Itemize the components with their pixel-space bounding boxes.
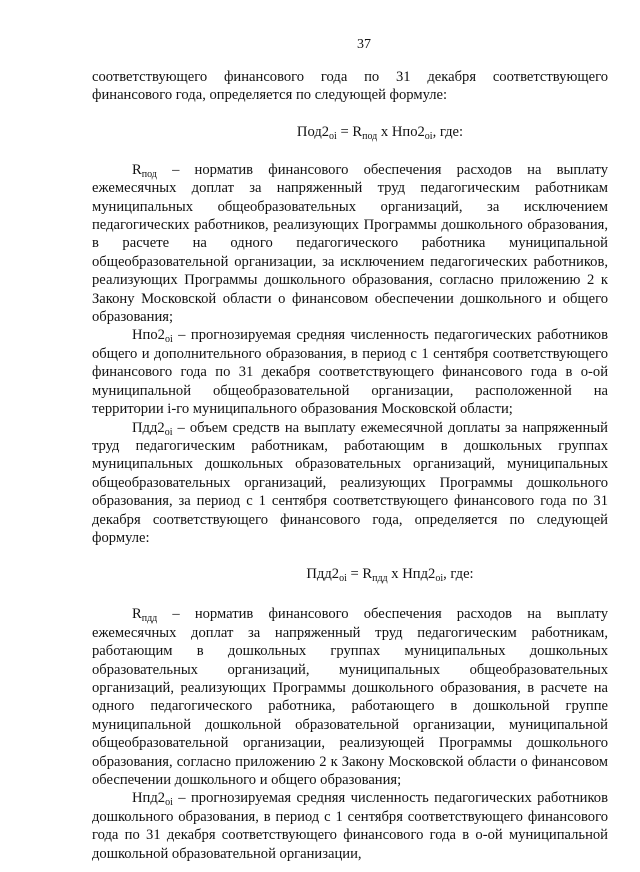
term-definition: – норматив финансового обеспечения расходов на выплату ежемесячных доплат за напряженный труд педагогическим работникам муниципальных общеобразовательных организаций, за исключением педагогических работников, реализующих Программы дошкольного образования, в расчете на одного педагогического работника муниципальной общеобразовательной организации, за исключением педагогических работников, реализующих Программы дошкольного образования, согласно приложению 2 к Закону Московской области о финансовом обеспечении дошкольного и общего образования; [92,161,608,326]
term-symbol: R [132,161,142,178]
formula-pod2 [152,123,608,141]
formula-r-sub: под [362,130,378,142]
formula-mid: x Нпд2 [387,566,436,583]
paragraph-pdd2 [92,419,608,548]
formula-tail: , где: [432,123,464,140]
formula-lhs: Пдд2 [306,566,340,583]
term-definition: – прогнозируемая средняя численность педагогических работников дошкольного образования, в период с 1 сентября соответствующего финансового года по 31 декабря соответствующего финансового года в о-ой муниципальной дошкольной образовательной организации, [92,790,608,862]
paragraph-r-pdd [92,605,608,789]
page-number: 37 [357,37,371,52]
term-symbol: R [132,606,142,623]
term-symbol: Нпо2 [132,327,165,344]
term-sub: oi [164,426,173,438]
formula-eq: = R [336,123,363,140]
term-symbol: Нпд2 [132,790,166,807]
paragraph-intro: соответствующего финансового года по 31 декабря соответствующего финансового года, определяется по следующей формуле: [92,69,608,104]
formula-mid: x Нпо2 [377,123,425,140]
paragraph-r-pod [92,161,608,327]
formula-pdd2 [172,565,608,583]
term-sub: oi [164,334,173,346]
formula-lhs: Под2 [296,123,330,140]
term-sub: пдд [141,613,158,625]
paragraph-npd2 [92,789,608,863]
formula-lhs-sub: oi [329,130,337,142]
term-sub: под [141,168,157,180]
paragraph-npo2 [92,326,608,418]
term-definition: – норматив финансового обеспечения расходов на выплату ежемесячных доплат за напряженный труд педагогическим работникам, работающим в дошкольных группах муниципальных дошкольных образовательных организаций, муниципальных общеобразовательных организаций, реализующих Программы дошкольного образования, в расчете на одного педагогического работника, работающего в дошкольной группе муниципальной дошкольной образовательной организации, муниципальной общеобразовательной организации, реализующей Программы дошкольного образования, согласно приложению 2 к Закону Московской области о финансовом обеспечении дошкольного и общего образования; [92,606,608,788]
formula-mid-sub: oi [424,130,433,142]
term-symbol: Пдд2 [132,419,165,436]
term-definition: – объем средств на выплату ежемесячной доплаты за напряженный труд педагогическим работникам, работающим в дошкольных группах муниципальных дошкольных образовательных организаций, муниципальных общеобразовательных организаций, реализующих Программы дошкольного образования, за период с 1 сентября соответствующего финансового года по 31 декабря соответствующего финансового года, определяется по следующей формуле: [92,419,608,546]
term-sub: oi [165,797,173,809]
formula-eq: = R [346,566,373,583]
formula-mid-sub: oi [435,573,444,585]
formula-lhs-sub: oi [339,573,347,585]
term-definition: – прогнозируемая средняя численность педагогических работников общего и дополнительного образования, в период с 1 сентября соответствующего финансового года по 31 декабря соответствующего финансового года в о-ой муниципальной общеобразовательной организации, расположенной на территории i-го муниципального образования Московской области; [92,327,608,418]
formula-r-sub: пдд [372,573,388,585]
formula-tail: , где: [443,566,474,583]
